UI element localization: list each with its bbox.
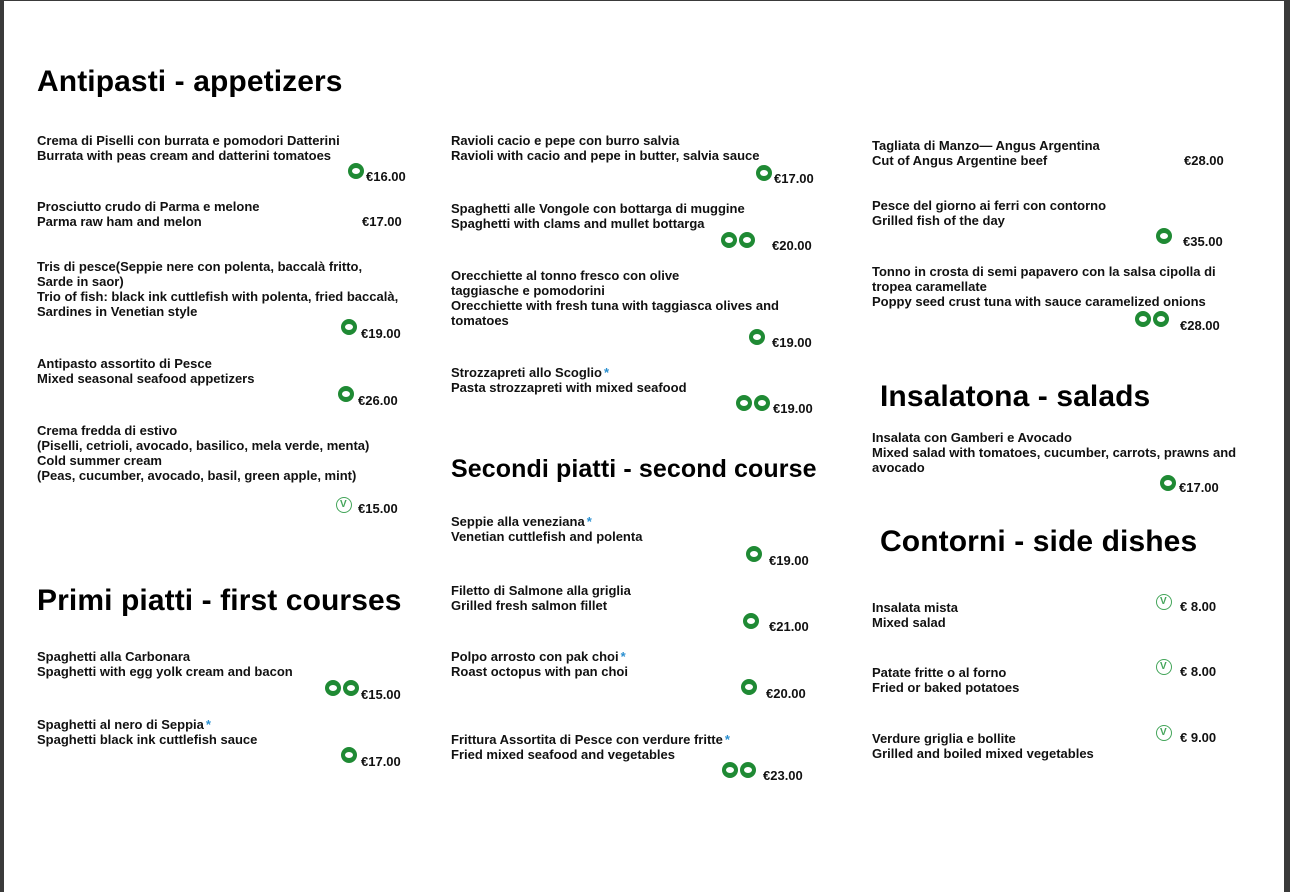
dish-line: Tris di pesce(Seppie nere con polenta, baccalà fritto, bbox=[37, 259, 363, 274]
allergen-icons bbox=[749, 329, 767, 345]
dish-line-text: Seppie alla veneziana bbox=[451, 514, 585, 529]
star-mark: * bbox=[724, 732, 730, 747]
egg-icon bbox=[325, 680, 341, 696]
dish-line: Roast octopus with pan choi bbox=[451, 664, 628, 679]
fish-icon bbox=[743, 613, 759, 629]
allergen-icons bbox=[721, 232, 757, 248]
section-title-contorni: Contorni - side dishes bbox=[880, 525, 1198, 558]
dish-line: Sardines in Venetian style bbox=[37, 304, 198, 319]
dish-line: Grilled fresh salmon fillet bbox=[451, 598, 608, 613]
dish-text bbox=[37, 356, 254, 386]
dish-line: Grilled and boiled mixed vegetables bbox=[872, 746, 1094, 761]
fish-icon bbox=[341, 747, 357, 763]
star-mark: * bbox=[205, 717, 211, 732]
dish-text bbox=[451, 649, 628, 679]
dish-text bbox=[37, 199, 260, 229]
dish-text bbox=[37, 649, 293, 679]
price: €15.00 bbox=[361, 687, 401, 702]
gluten-icon bbox=[754, 395, 770, 411]
vegetarian-icon: V bbox=[1156, 594, 1172, 610]
allergen-icons bbox=[341, 319, 359, 335]
allergen-icons bbox=[741, 679, 759, 695]
dish-line: Crema di Piselli con burrata e pomodori Datterini bbox=[37, 133, 340, 148]
dish-line bbox=[451, 365, 687, 380]
dish-text bbox=[872, 665, 1019, 695]
shellfish-icon bbox=[739, 232, 755, 248]
dish-text bbox=[872, 731, 1094, 761]
price: €17.00 bbox=[774, 171, 814, 186]
allergen-icons bbox=[325, 680, 361, 696]
price: €23.00 bbox=[763, 768, 803, 783]
gluten-icon bbox=[343, 680, 359, 696]
dish-line bbox=[451, 732, 730, 747]
section-title-secondi: Secondi piatti - second course bbox=[451, 455, 817, 483]
dish-line: Cut of Angus Argentine beef bbox=[872, 153, 1048, 168]
price: €17.00 bbox=[361, 754, 401, 769]
dish-line: Filetto di Salmone alla griglia bbox=[451, 583, 631, 598]
dish-line: Ravioli with cacio and pepe in butter, salvia sauce bbox=[451, 148, 760, 163]
dish-line: Spaghetti alle Vongole con bottarga di muggine bbox=[451, 201, 745, 216]
allergen-icons bbox=[722, 762, 758, 778]
dish-text bbox=[37, 717, 257, 747]
fish-icon bbox=[749, 329, 765, 345]
dish-text bbox=[451, 201, 745, 231]
dish-text bbox=[451, 268, 779, 328]
price: € 8.00 bbox=[1180, 664, 1217, 679]
allergen-icons bbox=[1156, 228, 1174, 244]
vegetarian-icon: V bbox=[1156, 725, 1172, 741]
dish-line: Prosciutto crudo di Parma e melone bbox=[37, 199, 260, 214]
fish-icon bbox=[1156, 228, 1172, 244]
price: €28.00 bbox=[1180, 318, 1220, 333]
price: €28.00 bbox=[1184, 153, 1224, 168]
dish-line: Mixed salad bbox=[872, 615, 946, 630]
price: € 8.00 bbox=[1180, 599, 1217, 614]
sesame-icon bbox=[1135, 311, 1151, 327]
dish-text bbox=[451, 732, 730, 762]
allergen-icons bbox=[1156, 594, 1174, 610]
shellfish-icon bbox=[1160, 475, 1176, 491]
dish-line: Spaghetti with egg yolk cream and bacon bbox=[37, 664, 293, 679]
fish-icon bbox=[746, 546, 762, 562]
dish-line: Venetian cuttlefish and polenta bbox=[451, 529, 643, 544]
dish-line-text: Polpo arrosto con pak choi bbox=[451, 649, 619, 664]
allergen-icons bbox=[348, 163, 366, 179]
dish-text bbox=[451, 514, 642, 544]
dish-text bbox=[451, 583, 631, 613]
fish-icon bbox=[1153, 311, 1169, 327]
dish-line: Cold summer cream bbox=[37, 453, 162, 468]
allergen-icons bbox=[743, 613, 761, 629]
dish-line-text: Strozzapreti allo Scoglio bbox=[451, 365, 602, 380]
price: € 9.00 bbox=[1180, 730, 1217, 745]
dish-line: Orecchiette with fresh tuna with taggiasca olives and bbox=[451, 298, 779, 313]
price: €21.00 bbox=[769, 619, 809, 634]
price: €15.00 bbox=[358, 501, 398, 516]
dish-icon bbox=[348, 163, 364, 179]
price: €19.00 bbox=[361, 326, 401, 341]
allergen-icons bbox=[736, 395, 772, 411]
dish-line-text: Frittura Assortita di Pesce con verdure fritte bbox=[451, 732, 723, 747]
allergen-icons bbox=[341, 747, 359, 763]
dish-text bbox=[872, 430, 1236, 475]
dish-line: tropea caramellate bbox=[872, 279, 987, 294]
allergen-icons bbox=[1160, 475, 1178, 491]
section-title-insalatona: Insalatona - salads bbox=[880, 380, 1151, 413]
dish-line bbox=[451, 514, 642, 529]
dish-line: Insalata mista bbox=[872, 600, 958, 615]
dish-line: Trio of fish: black ink cuttlefish with polenta, fried baccalà, bbox=[37, 289, 399, 304]
fish-icon bbox=[721, 232, 737, 248]
price: €17.00 bbox=[1179, 480, 1219, 495]
shellfish-icon bbox=[338, 386, 354, 402]
dish-line bbox=[37, 717, 257, 732]
dish-line: Parma raw ham and melon bbox=[37, 214, 202, 229]
dish-line: Spaghetti with clams and mullet bottarga bbox=[451, 216, 705, 231]
dish-line bbox=[451, 649, 628, 664]
dish-line: taggiasche e pomodorini bbox=[451, 283, 605, 298]
dish-line: Orecchiette al tonno fresco con olive bbox=[451, 268, 680, 283]
star-mark: * bbox=[586, 514, 592, 529]
dish-text bbox=[872, 264, 1216, 309]
dish-line: Fried mixed seafood and vegetables bbox=[451, 747, 675, 762]
allergen-icons bbox=[336, 497, 354, 513]
section-title-primi: Primi piatti - first courses bbox=[37, 584, 402, 617]
fish-icon bbox=[341, 319, 357, 335]
price: €26.00 bbox=[358, 393, 398, 408]
price: €20.00 bbox=[772, 238, 812, 253]
fish-icon bbox=[740, 762, 756, 778]
star-mark: * bbox=[620, 649, 626, 664]
dish-line: Sarde in saor) bbox=[37, 274, 124, 289]
allergen-icons bbox=[746, 546, 764, 562]
vegetarian-icon: V bbox=[1156, 659, 1172, 675]
dish-line: avocado bbox=[872, 460, 925, 475]
price: €17.00 bbox=[362, 214, 402, 229]
shellfish-icon bbox=[736, 395, 752, 411]
dish-line: Antipasto assortito di Pesce bbox=[37, 356, 212, 371]
dish-line: Verdure griglia e bollite bbox=[872, 731, 1016, 746]
dish-text bbox=[872, 600, 958, 630]
dish-text bbox=[37, 259, 398, 319]
price: €35.00 bbox=[1183, 234, 1223, 249]
dish-line: Spaghetti black ink cuttlefish sauce bbox=[37, 732, 258, 747]
section-title-antipasti: Antipasti - appetizers bbox=[37, 65, 343, 98]
dish-line-text: Spaghetti al nero di Seppia bbox=[37, 717, 204, 732]
dish-line: Mixed seasonal seafood appetizers bbox=[37, 371, 255, 386]
dish-line: (Peas, cucumber, avocado, basil, green apple, mint) bbox=[37, 468, 357, 483]
dish-line: Mixed salad with tomatoes, cucumber, carrots, prawns and bbox=[872, 445, 1237, 460]
dish-line: Spaghetti alla Carbonara bbox=[37, 649, 191, 664]
dish-line: Crema fredda di estivo bbox=[37, 423, 178, 438]
dish-text bbox=[872, 198, 1106, 228]
allergen-icons bbox=[756, 165, 774, 181]
dish-text bbox=[37, 423, 369, 483]
allergen-icons bbox=[338, 386, 356, 402]
dish-text bbox=[451, 365, 687, 395]
gluten-icon bbox=[722, 762, 738, 778]
dish-line: tomatoes bbox=[451, 313, 509, 328]
allergen-icons bbox=[1135, 311, 1171, 327]
dish-text bbox=[37, 133, 340, 163]
allergen-icons bbox=[1156, 659, 1174, 675]
dish-line: Patate fritte o al forno bbox=[872, 665, 1007, 680]
menu-page bbox=[4, 1, 1284, 892]
price: €20.00 bbox=[766, 686, 806, 701]
dish-line: Pasta strozzapreti with mixed seafood bbox=[451, 380, 687, 395]
dish-line: Burrata with peas cream and datterini tomatoes bbox=[37, 148, 332, 163]
dish-line: (Piselli, cetrioli, avocado, basilico, mela verde, menta) bbox=[37, 438, 370, 453]
dish-line: Tonno in crosta di semi papavero con la salsa cipolla di bbox=[872, 264, 1216, 279]
mollusc-icon bbox=[741, 679, 757, 695]
allergen-icons bbox=[1156, 725, 1174, 741]
price: €16.00 bbox=[366, 169, 406, 184]
dish-line: Insalata con Gamberi e Avocado bbox=[872, 430, 1072, 445]
dairy-icon bbox=[756, 165, 772, 181]
price: €19.00 bbox=[769, 553, 809, 568]
dish-line: Tagliata di Manzo— Angus Argentina bbox=[872, 138, 1100, 153]
vegetarian-icon: V bbox=[336, 497, 352, 513]
dish-line: Fried or baked potatoes bbox=[872, 680, 1020, 695]
price: €19.00 bbox=[773, 401, 813, 416]
price: €19.00 bbox=[772, 335, 812, 350]
dish-text bbox=[451, 133, 760, 163]
star-mark: * bbox=[603, 365, 610, 380]
dish-line: Poppy seed crust tuna with sauce caramelized onions bbox=[872, 294, 1206, 309]
dish-line: Grilled fish of the day bbox=[872, 213, 1005, 228]
dish-text bbox=[872, 138, 1100, 168]
dish-line: Ravioli cacio e pepe con burro salvia bbox=[451, 133, 680, 148]
dish-line: Pesce del giorno ai ferri con contorno bbox=[872, 198, 1107, 213]
